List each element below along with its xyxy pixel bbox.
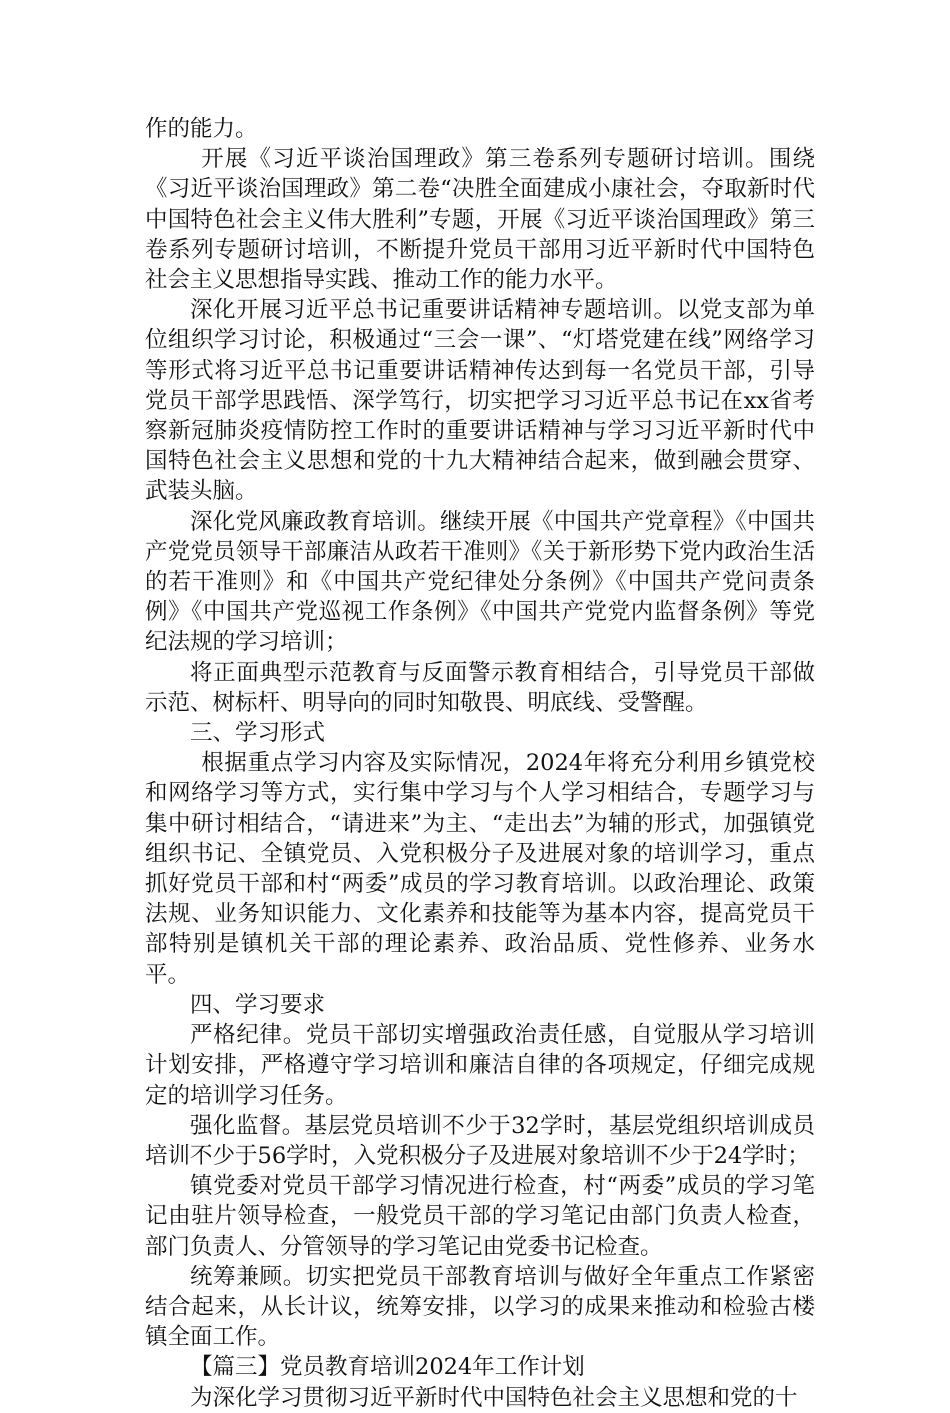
paragraph-supervision: 强化监督。基层党员培训不少于32学时，基层党组织培训成员培训不少于56学时，入党积极分子及进展对象培训不少于24学时； <box>145 1112 815 1169</box>
paragraph-continuation: 作的能力。 <box>145 116 258 142</box>
document-page <box>145 114 815 1413</box>
paragraph-learning-format: 根据重点学习内容及实际情况，2024年将充分利用乡镇党校和网络学习等方式，实行集中学习与个人学习相结合，专题学习与集中研讨相结合，“请进来”为主、“走出去”为辅的形式，加强镇党组织书记、全镇党员、入党积极分子及进展对象的培训学习，重点抓好党员干部和村“两委”成员的学习教育培训。以政治理论、政策法规、业务知识能力、文化素养和技能等为基本内容，提高党员干部特别是镇机关干部的理论素养、政治品质、党性修养、业务水平。 <box>145 750 815 988</box>
section-heading-learning-format: 三、学习形式 <box>190 720 326 747</box>
section-heading-learning-requirements: 四、学习要求 <box>190 991 326 1018</box>
paragraph-discipline: 严格纪律。党员干部切实增强政治责任感，自觉服从学习培训计划安排，严格遵守学习培训和廉洁自律的各项规定，仔细完成规定的培训学习任务。 <box>145 1022 815 1109</box>
paragraph-coordination: 统筹兼顾。切实把党员干部教育培训与做好全年重点工作紧密结合起来，从长计议，统筹安排，以学习的成果来推动和检验古楼镇全面工作。 <box>145 1263 815 1351</box>
paragraph-inspection: 镇党委对党员干部学习情况进行检查，村“两委”成员的学习笔记由驻片领导检查，一般党员干部的学习笔记由部门负责人检查，部门负责人、分管领导的学习笔记由党委书记检查。 <box>145 1173 815 1260</box>
paragraph-warning-education: 将正面典型示范教育与反面警示教育相结合，引导党员干部做示范、树标杆、明导向的同时知敬畏、明底线、受警醒。 <box>145 659 815 716</box>
paragraph-part-three-intro: 为深化学习贯彻习近平新时代中国特色社会主义思想和党的十 <box>190 1384 798 1411</box>
paragraph-integrity-training: 深化党风廉政教育培训。继续开展《中国共产党章程》《中国共产党党员领导干部廉洁从政若干准则》《关于新形势下党内政治生活的若干准则》和《中国共产党纪律处分条例》《中国共产党问责条例》《中国共产党巡视工作条例》《中国共产党党内监督条例》等党纪法规的学习培训； <box>145 508 815 656</box>
paragraph-speech-training: 深化开展习近平总书记重要讲话精神专题培训。以党支部为单位组织学习讨论，积极通过“三会一课”、“灯塔党建在线”网络学习等形式将习近平总书记重要讲话精神传达到每一名党员干部，引导党员干部学思践悟、深学笃行，切实把学习习近平总书记在xx省考察新冠肺炎疫情防控工作时的重要讲话精神与学习习近平新时代中国特色社会主义思想和党的十九大精神结合起来，做到融会贯穿、武装头脑。 <box>145 297 815 505</box>
chapter-title-part-three: 【篇三】党员教育培训2024年工作计划 <box>190 1354 585 1381</box>
paragraph-seminar-training: 开展《习近平谈治国理政》第三卷系列专题研讨培训。围绕《习近平谈治国理政》第二卷“决胜全面建成小康社会，夺取新时代中国特色社会主义伟大胜利”专题，开展《习近平谈治国理政》第三卷系列专题研讨培训，不断提升党员干部用习近平新时代中国特色社会主义思想指导实践、推动工作的能力水平。 <box>145 146 815 294</box>
